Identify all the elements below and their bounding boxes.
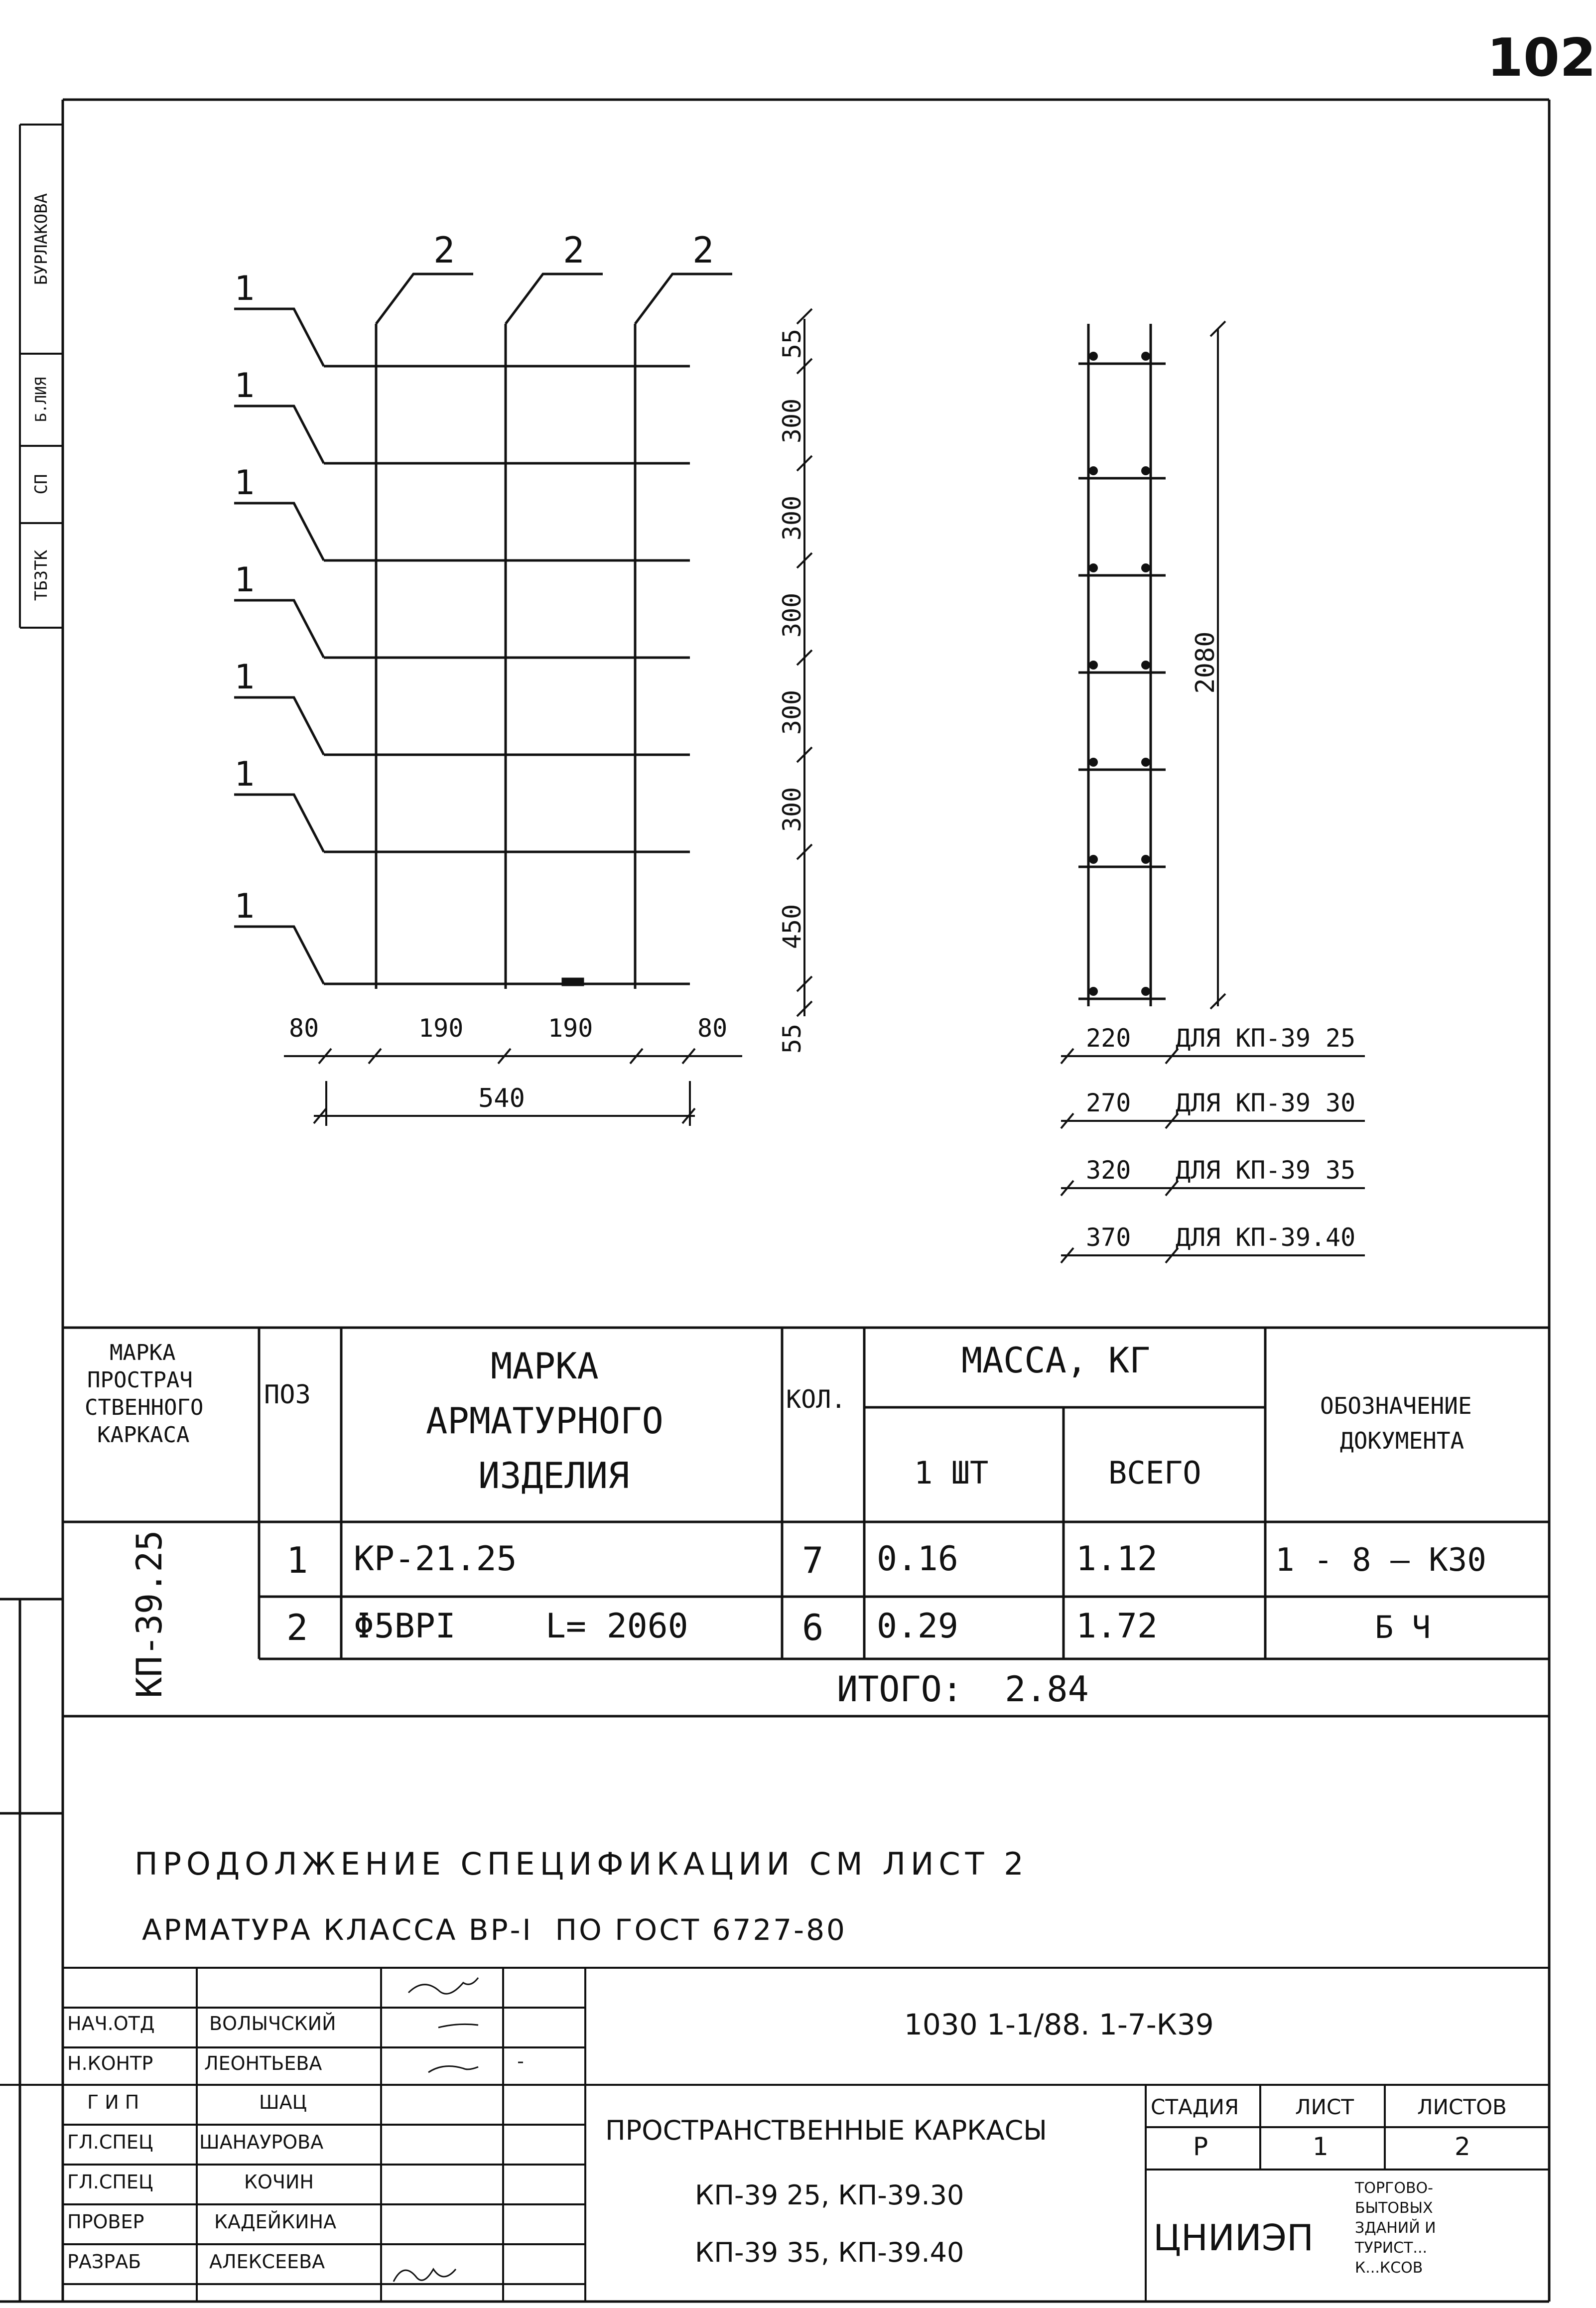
pos-label-left-6: 1: [234, 755, 255, 794]
row2-doc: Б Ч: [1375, 1609, 1431, 1645]
variant-label-1: ДЛЯ КП-39 25: [1176, 1024, 1356, 1053]
hdr-doc-2: ДОКУМЕНТА: [1340, 1427, 1464, 1454]
row2-qty: 6: [802, 1607, 824, 1648]
variant-label-3: ДЛЯ КП-39 35: [1176, 1156, 1356, 1185]
vdim-6: 300: [778, 787, 806, 832]
row1-mass-total: 1.12: [1076, 1539, 1158, 1579]
pos-label-left-5: 1: [234, 658, 255, 697]
vdim-1: 55: [778, 328, 806, 359]
hdim-1: 80: [289, 1014, 319, 1043]
variant-dim-3: 320: [1086, 1156, 1131, 1185]
tb-org-note-4: ТУРИСТ...: [1355, 2239, 1428, 2257]
row2-pos: 2: [286, 1607, 308, 1648]
tb-name-6: КАДЕЙКИНА: [214, 2211, 337, 2233]
vdim-5: 300: [778, 689, 806, 735]
spec-total: ИТОГО: 2.84: [837, 1669, 1089, 1710]
pos-label-left-3: 1: [234, 463, 255, 503]
pos-label-left-1: 1: [234, 269, 255, 308]
frame-mark-cell: КП-39.25: [129, 1530, 170, 1698]
row1-doc: 1 - 8 — К30: [1275, 1542, 1486, 1579]
tb-title-3: КП-39 35, КП-39.40: [695, 2237, 964, 2268]
side-stamp-1: ТБЗТК: [31, 549, 51, 601]
tb-name-2: ЛЕОНТЬЕВА: [204, 2052, 322, 2074]
tb-role-7: РАЗРАБ: [67, 2251, 141, 2273]
tb-sheet-header: ЛИСТ: [1295, 2095, 1354, 2119]
tb-title-2: КП-39 25, КП-39.30: [695, 2179, 964, 2211]
hdr-frame-mark-2: ПРОСТРАЧ: [87, 1367, 193, 1393]
side-stamp-3: Б.ЛИЯ: [32, 377, 50, 422]
variant-dim-1: 220: [1086, 1024, 1131, 1053]
variant-label-2: ДЛЯ КП-39 30: [1176, 1088, 1356, 1117]
vdim-8: 55: [778, 1023, 806, 1054]
row2-mass-total: 1.72: [1076, 1607, 1158, 1646]
tb-name-3: ШАЦ: [259, 2091, 307, 2113]
tb-org-note-3: ЗДАНИЙ И: [1355, 2219, 1436, 2237]
hdr-qty: КОЛ.: [786, 1385, 846, 1414]
hdim-2: 190: [418, 1014, 464, 1043]
tb-name-5: КОЧИН: [244, 2171, 314, 2193]
hdr-frame-mark-4: КАРКАСА: [97, 1422, 190, 1448]
hdr-mass: МАССА, КГ: [961, 1340, 1151, 1381]
variant-dim-2: 270: [1086, 1088, 1131, 1117]
tb-role-5: ГЛ.СПЕЦ: [67, 2171, 153, 2193]
hdr-item-2: АРМАТУРНОГО: [426, 1400, 664, 1442]
vdim-2: 300: [778, 398, 806, 444]
hdr-item-3: ИЗДЕЛИЯ: [478, 1455, 630, 1496]
tb-role-1: НАЧ.ОТД: [67, 2013, 155, 2035]
tb-role-2: Н.КОНТР: [67, 2052, 153, 2074]
pos-label-top-1: 2: [433, 229, 455, 271]
hdr-frame-mark-3: СТВЕННОГО: [85, 1395, 204, 1420]
vdim-3: 300: [778, 495, 806, 541]
tb-title-1: ПРОСТРАНСТВЕННЫЕ КАРКАСЫ: [605, 2115, 1047, 2146]
vdim-7: 450: [778, 904, 806, 950]
tb-org-note-5: К...КСОВ: [1355, 2259, 1423, 2277]
pos-label-left-4: 1: [234, 560, 255, 600]
tb-sheet: 1: [1313, 2132, 1329, 2161]
front-view-mesh: [234, 274, 732, 989]
pos-label-left-2: 1: [234, 366, 255, 406]
hdr-mass-one: 1 ШТ: [914, 1455, 989, 1491]
pos-label-top-3: 2: [692, 229, 714, 271]
row1-qty: 7: [802, 1539, 824, 1581]
tb-org: ЦНИИЭП: [1153, 2217, 1314, 2259]
tb-name-4: ШАНАУРОВА: [199, 2131, 324, 2153]
total-width-dim: 540: [478, 1084, 525, 1113]
tb-role-3: Г И П: [87, 2091, 139, 2113]
tb-name-1: ВОЛЫЧСКИЙ: [209, 2013, 336, 2035]
tb-role-6: ПРОВЕР: [67, 2211, 144, 2233]
row1-mass-one: 0.16: [877, 1539, 958, 1579]
row2-length: L= 2060: [545, 1607, 688, 1646]
tb-stage-header: СТАДИЯ: [1151, 2095, 1239, 2119]
pos-label-left-7: 1: [234, 887, 255, 926]
side-height-dim: 2080: [1191, 631, 1220, 694]
variant-dim-4: 370: [1086, 1223, 1131, 1252]
hdr-item-1: МАРКА: [491, 1345, 599, 1387]
variant-label-4: ДЛЯ КП-39.40: [1176, 1223, 1356, 1252]
tb-sheets: 2: [1455, 2132, 1470, 2161]
row1-pos: 1: [286, 1539, 308, 1581]
row1-item: КР-21.25: [354, 1539, 517, 1579]
hdr-pos: ПОЗ: [264, 1380, 311, 1410]
side-stamp-4: БУРЛАКОВА: [31, 193, 51, 285]
doc-code: 1030 1-1/88. 1-7-К39: [904, 2008, 1214, 2041]
tb-sheets-header: ЛИСТОВ: [1417, 2095, 1507, 2119]
note-continuation: ПРОДОЛЖЕНИЕ СПЕЦИФИКАЦИИ СМ ЛИСТ 2: [134, 1846, 1029, 1882]
side-stamp-2: СП: [31, 474, 51, 495]
row2-item: Φ5ВРI: [354, 1607, 456, 1646]
vdim-4: 300: [778, 592, 806, 638]
hdr-doc-1: ОБОЗНАЧЕНИЕ: [1320, 1392, 1472, 1419]
note-steel-class: АРМАТУРА КЛАССА ВР-I ПО ГОСТ 6727-80: [142, 1913, 847, 1947]
tb-org-note-1: ТОРГОВО-: [1355, 2179, 1433, 2197]
hdr-mass-total: ВСЕГО: [1108, 1455, 1201, 1491]
pos-label-top-2: 2: [563, 229, 585, 271]
tb-stage: Р: [1193, 2132, 1208, 2161]
tb-name-7: АЛЕКСЕЕВА: [209, 2251, 325, 2273]
hdim-4: 80: [697, 1014, 728, 1043]
row2-mass-one: 0.29: [877, 1607, 958, 1646]
tb-role-4: ГЛ.СПЕЦ: [67, 2131, 153, 2153]
hdr-frame-mark-1: МАРКА: [110, 1340, 176, 1365]
page-number: 102: [1487, 27, 1596, 88]
tb-org-note-2: БЫТОВЫХ: [1355, 2199, 1433, 2217]
hdim-3: 190: [548, 1014, 593, 1043]
